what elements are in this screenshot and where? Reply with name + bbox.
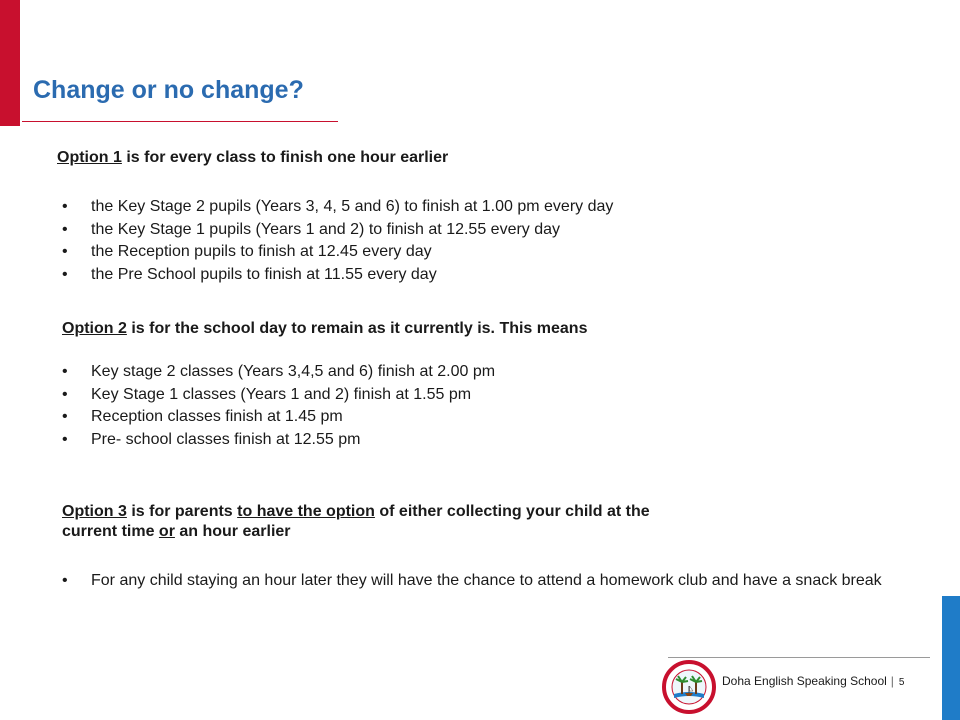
option2-label: Option 2 <box>62 320 127 337</box>
blue-accent-bar <box>942 596 960 720</box>
option3-heading-text-1: is for parents <box>126 503 238 520</box>
list-item: • the Key Stage 2 pupils (Years 3, 4, 5 and 6) to finish at 1.00 pm every day <box>62 196 613 219</box>
option2-heading-text: is for the school day to remain as it currently is. This means <box>126 320 588 337</box>
option3-heading-or: or <box>158 523 175 540</box>
option3-bullet-list <box>62 570 911 591</box>
option2-bullet-list <box>62 361 495 451</box>
list-item: • the Reception pupils to finish at 12.45 every day <box>62 241 613 264</box>
page-title: Change or no change? <box>33 76 304 104</box>
footer-rule <box>668 657 930 658</box>
footer-school-name: Doha English Speaking School <box>722 674 887 688</box>
footer-separator: | <box>890 674 894 688</box>
footer-text <box>722 674 904 688</box>
option3-heading-text-2: of either collecting your child at the <box>374 503 650 520</box>
list-item: • For any child staying an hour later they will have the chance to attend a homework club and have a snack break <box>62 570 911 591</box>
list-item: • Key stage 2 classes (Years 3,4,5 and 6) finish at 2.00 pm <box>62 361 495 384</box>
list-item: • Key Stage 1 classes (Years 1 and 2) finish at 1.55 pm <box>62 384 495 407</box>
list-item: • Reception classes finish at 1.45 pm <box>62 406 495 429</box>
title-underline-rule <box>22 121 338 122</box>
option3-heading-line2-a: current time <box>62 523 159 540</box>
option2-heading <box>62 319 587 339</box>
option3-heading-line2-b: an hour earlier <box>174 523 291 540</box>
school-crest-icon <box>662 660 716 714</box>
list-item: • the Key Stage 1 pupils (Years 1 and 2) to finish at 12.55 every day <box>62 219 613 242</box>
list-item: • the Pre School pupils to finish at 11.55 every day <box>62 264 613 287</box>
option1-bullet-list <box>62 196 613 286</box>
option1-label: Option 1 <box>57 149 122 166</box>
option3-heading-emphasis: to have the option <box>237 503 375 520</box>
list-item: • Pre- school classes finish at 12.55 pm <box>62 429 495 452</box>
option1-heading-text: is for every class to finish one hour earlier <box>121 149 449 166</box>
red-accent-bar <box>0 0 20 126</box>
option1-heading <box>57 148 448 168</box>
page-number: 5 <box>898 677 905 688</box>
option3-heading <box>62 502 650 542</box>
option3-label: Option 3 <box>62 503 127 520</box>
